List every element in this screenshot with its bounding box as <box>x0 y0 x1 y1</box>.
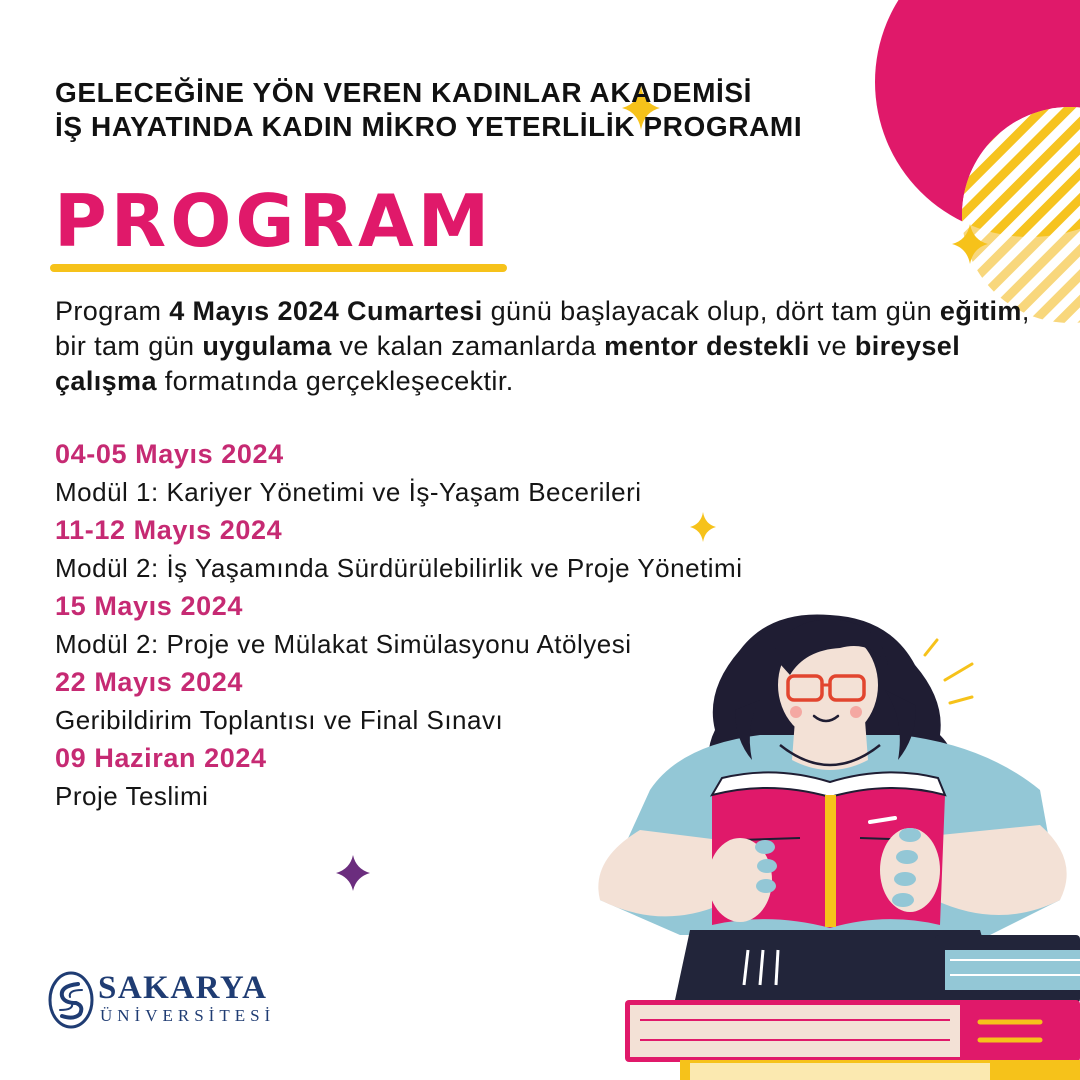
intro-individual: bireysel çalışma <box>55 331 961 396</box>
header-line-program: İŞ HAYATINDA KADIN MİKRO YETERLİLİK PROGRAMI <box>55 111 803 142</box>
schedule-description: Modül 2: İş Yaşamında Sürdürülebilirlik ve Proje Yönetimi <box>55 553 743 583</box>
schedule-description: Geribildirim Toplantısı ve Final Sınavı <box>55 705 504 735</box>
schedule-date: 15 Mayıs 2024 <box>55 591 243 621</box>
schedule-date: 09 Haziran 2024 <box>55 743 267 773</box>
university-logo <box>48 968 288 1032</box>
sparkle-icon <box>336 855 370 891</box>
intro-practice: uygulama <box>202 331 332 361</box>
schedule-date: 11-12 Mayıs 2024 <box>55 515 283 545</box>
page-title: PROGRAM <box>54 179 494 263</box>
university-emblem-icon <box>48 970 94 1030</box>
intro-text: ve kalan zamanlarda <box>331 331 605 361</box>
schedule-item <box>55 587 955 663</box>
intro-text: formatında gerçekleşecektir. <box>156 366 514 396</box>
header-line-academy: GELECEĞİNE YÖN VEREN KADINLAR AKADEMİSİ <box>55 77 753 108</box>
schedule-description: Proje Teslimi <box>55 781 209 811</box>
intro-text: Program <box>55 296 170 326</box>
intro-mentor: mentor destekli <box>604 331 810 361</box>
schedule-description: Modül 1: Kariyer Yönetimi ve İş-Yaşam Becerileri <box>55 477 642 507</box>
intro-text: , bir tam gün <box>55 296 1030 361</box>
university-name: SAKARYA <box>98 970 268 1006</box>
schedule-date: 04-05 Mayıs 2024 <box>55 439 284 469</box>
intro-text: ve <box>809 331 855 361</box>
schedule-item <box>55 739 955 815</box>
university-subtitle: ÜNİVERSİTESİ <box>100 1006 276 1025</box>
program-header <box>55 76 955 144</box>
schedule-item <box>55 435 955 511</box>
intro-text: günü başlayacak olup, dört tam gün <box>482 296 940 326</box>
intro-start-date: 4 Mayıs 2024 Cumartesi <box>169 296 483 326</box>
schedule-item <box>55 511 955 587</box>
title-underline <box>50 264 507 272</box>
intro-training: eğitim <box>939 296 1022 326</box>
schedule-description: Modül 2: Proje ve Mülakat Simülasyonu Atölyesi <box>55 629 632 659</box>
schedule-item <box>55 663 955 739</box>
schedule-list <box>55 435 955 815</box>
schedule-date: 22 Mayıs 2024 <box>55 667 243 697</box>
intro-paragraph <box>55 294 1045 399</box>
